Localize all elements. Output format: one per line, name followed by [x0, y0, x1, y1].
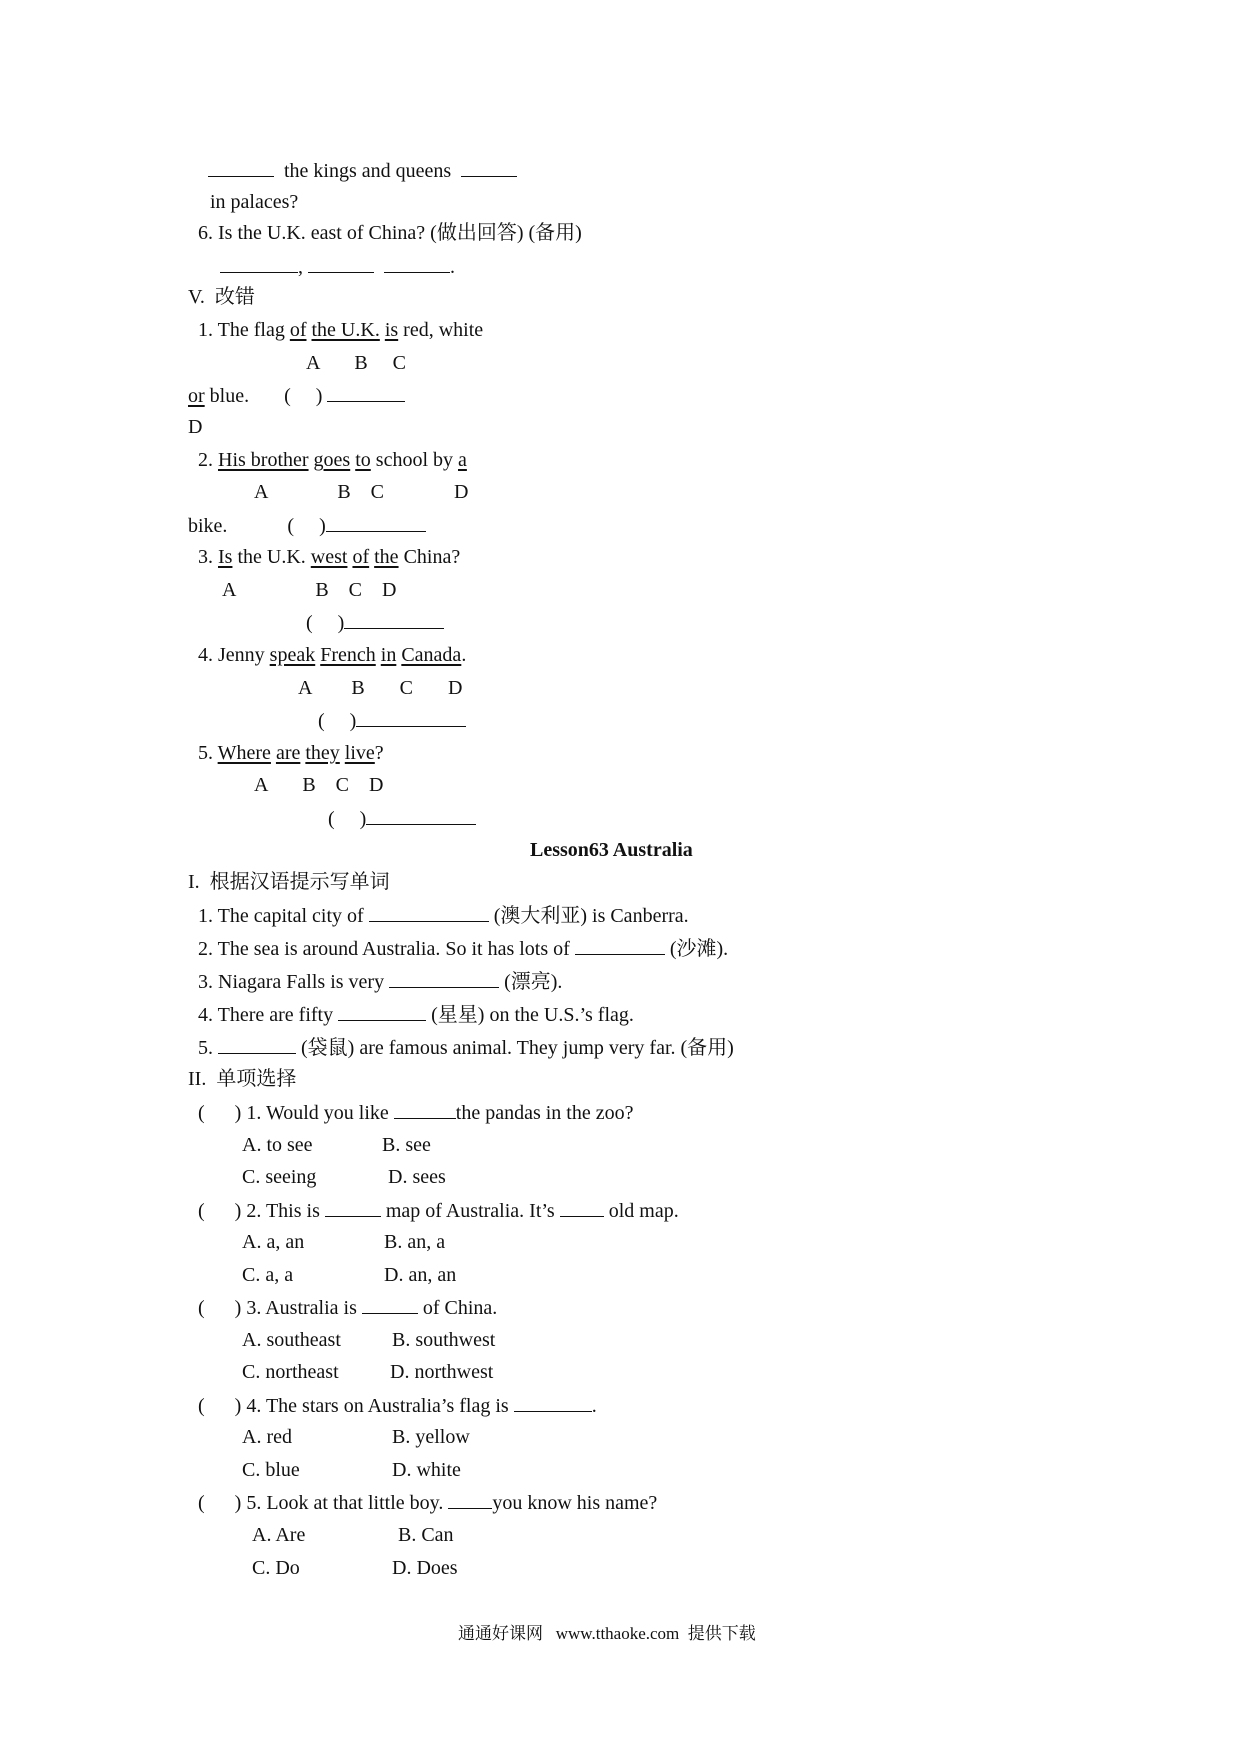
- cont-line-1: the kings and queens: [208, 158, 517, 182]
- answer-blank[interactable]: [356, 708, 466, 727]
- error-line-1b: or blue. ( ): [188, 383, 405, 407]
- mc-option-4b[interactable]: B. yellow: [392, 1426, 470, 1448]
- mc-option-5a[interactable]: A. Are: [252, 1524, 306, 1546]
- mc-option-2c[interactable]: C. a, a: [242, 1264, 294, 1286]
- vocab-question-3: 3. Niagara Falls is very (漂亮).: [198, 971, 563, 993]
- mc-option-3d[interactable]: D. northwest: [390, 1361, 494, 1383]
- error-question-4: 4. Jenny speak French in Canada.: [198, 644, 467, 666]
- error-line-2b: bike. ( ): [188, 513, 426, 537]
- error-line-3b: ( ): [306, 610, 444, 634]
- blank[interactable]: [308, 254, 374, 273]
- answer-blank[interactable]: [326, 513, 426, 532]
- error-letters-1: A B C: [306, 352, 407, 374]
- blank[interactable]: [461, 158, 517, 177]
- mc-option-5c[interactable]: C. Do: [252, 1557, 300, 1579]
- blank[interactable]: [338, 1002, 426, 1021]
- mc-option-2b[interactable]: B. an, a: [384, 1231, 446, 1253]
- answer-line-6: , .: [220, 254, 455, 278]
- error-letter-d: D: [188, 416, 203, 438]
- blank[interactable]: [389, 969, 499, 988]
- mc-question-2: ( ) 2. This is map of Australia. It’s old map.: [198, 1200, 679, 1222]
- blank[interactable]: [514, 1393, 592, 1412]
- section-i-heading: I. 根据汉语提示写单词: [188, 871, 390, 893]
- error-letters-4: A B C D: [298, 677, 463, 699]
- error-question-1: 1. The flag of the U.K. is red, white: [198, 319, 484, 341]
- section-ii-heading: II. 单项选择: [188, 1068, 297, 1090]
- mc-option-5b[interactable]: B. Can: [398, 1524, 454, 1546]
- error-question-5: 5. Where are they live?: [198, 742, 384, 764]
- error-line-5b: ( ): [328, 806, 476, 830]
- mc-option-1b[interactable]: B. see: [382, 1134, 431, 1156]
- vocab-question-1: 1. The capital city of (澳大利亚) is Canberra.: [198, 905, 689, 927]
- error-letters-2: A B C D: [254, 481, 469, 503]
- mc-option-2a[interactable]: A. a, an: [242, 1231, 305, 1253]
- error-question-2: 2. His brother goes to school by a: [198, 449, 467, 471]
- section-v-heading: V. 改错: [188, 286, 255, 308]
- mc-option-3b[interactable]: B. southwest: [392, 1329, 496, 1351]
- mc-option-4c[interactable]: C. blue: [242, 1459, 300, 1481]
- mc-option-3a[interactable]: A. southeast: [242, 1329, 341, 1351]
- mc-option-4a[interactable]: A. red: [242, 1426, 292, 1448]
- mc-question-1: ( ) 1. Would you like the pandas in the zoo?: [198, 1102, 634, 1124]
- mc-question-5: ( ) 5. Look at that little boy. you know his name?: [198, 1492, 658, 1514]
- blank[interactable]: [369, 903, 489, 922]
- error-letters-3: A B C D: [222, 579, 397, 601]
- mc-option-1d[interactable]: D. sees: [388, 1166, 446, 1188]
- error-letters-5: A B C D: [254, 774, 384, 796]
- question-6: 6. Is the U.K. east of China? (做出回答) (备用): [198, 222, 582, 244]
- mc-question-4: ( ) 4. The stars on Australia’s flag is .: [198, 1395, 597, 1417]
- vocab-question-5: 5. (袋鼠) are famous animal. They jump very far. (备用): [198, 1037, 734, 1059]
- mc-option-4d[interactable]: D. white: [392, 1459, 461, 1481]
- mc-option-2d[interactable]: D. an, an: [384, 1264, 457, 1286]
- error-line-4b: ( ): [318, 708, 466, 732]
- blank[interactable]: [325, 1198, 381, 1217]
- error-question-3: 3. Is the U.K. west of the China?: [198, 546, 461, 568]
- blank[interactable]: [394, 1100, 456, 1119]
- mc-option-1c[interactable]: C. seeing: [242, 1166, 317, 1188]
- blank[interactable]: [575, 936, 665, 955]
- blank[interactable]: [362, 1295, 418, 1314]
- blank[interactable]: [218, 1035, 296, 1054]
- page-footer: 通通好课网 www.tthaoke.com 提供下载: [458, 1624, 756, 1643]
- lesson-title: Lesson63 Australia: [530, 839, 693, 861]
- answer-blank[interactable]: [366, 806, 476, 825]
- mc-option-3c[interactable]: C. northeast: [242, 1361, 339, 1383]
- cont-line-2: in palaces?: [210, 191, 299, 213]
- vocab-question-4: 4. There are fifty (星星) on the U.S.’s flag.: [198, 1004, 634, 1026]
- blank[interactable]: [448, 1490, 492, 1509]
- mc-option-5d[interactable]: D. Does: [392, 1557, 458, 1579]
- blank[interactable]: [208, 158, 274, 177]
- vocab-question-2: 2. The sea is around Australia. So it has lots of (沙滩).: [198, 938, 729, 960]
- mc-question-3: ( ) 3. Australia is of China.: [198, 1297, 498, 1319]
- blank[interactable]: [560, 1198, 604, 1217]
- blank[interactable]: [220, 254, 298, 273]
- answer-blank[interactable]: [344, 610, 444, 629]
- blank[interactable]: [384, 254, 450, 273]
- mc-option-1a[interactable]: A. to see: [242, 1134, 313, 1156]
- answer-blank[interactable]: [327, 383, 405, 402]
